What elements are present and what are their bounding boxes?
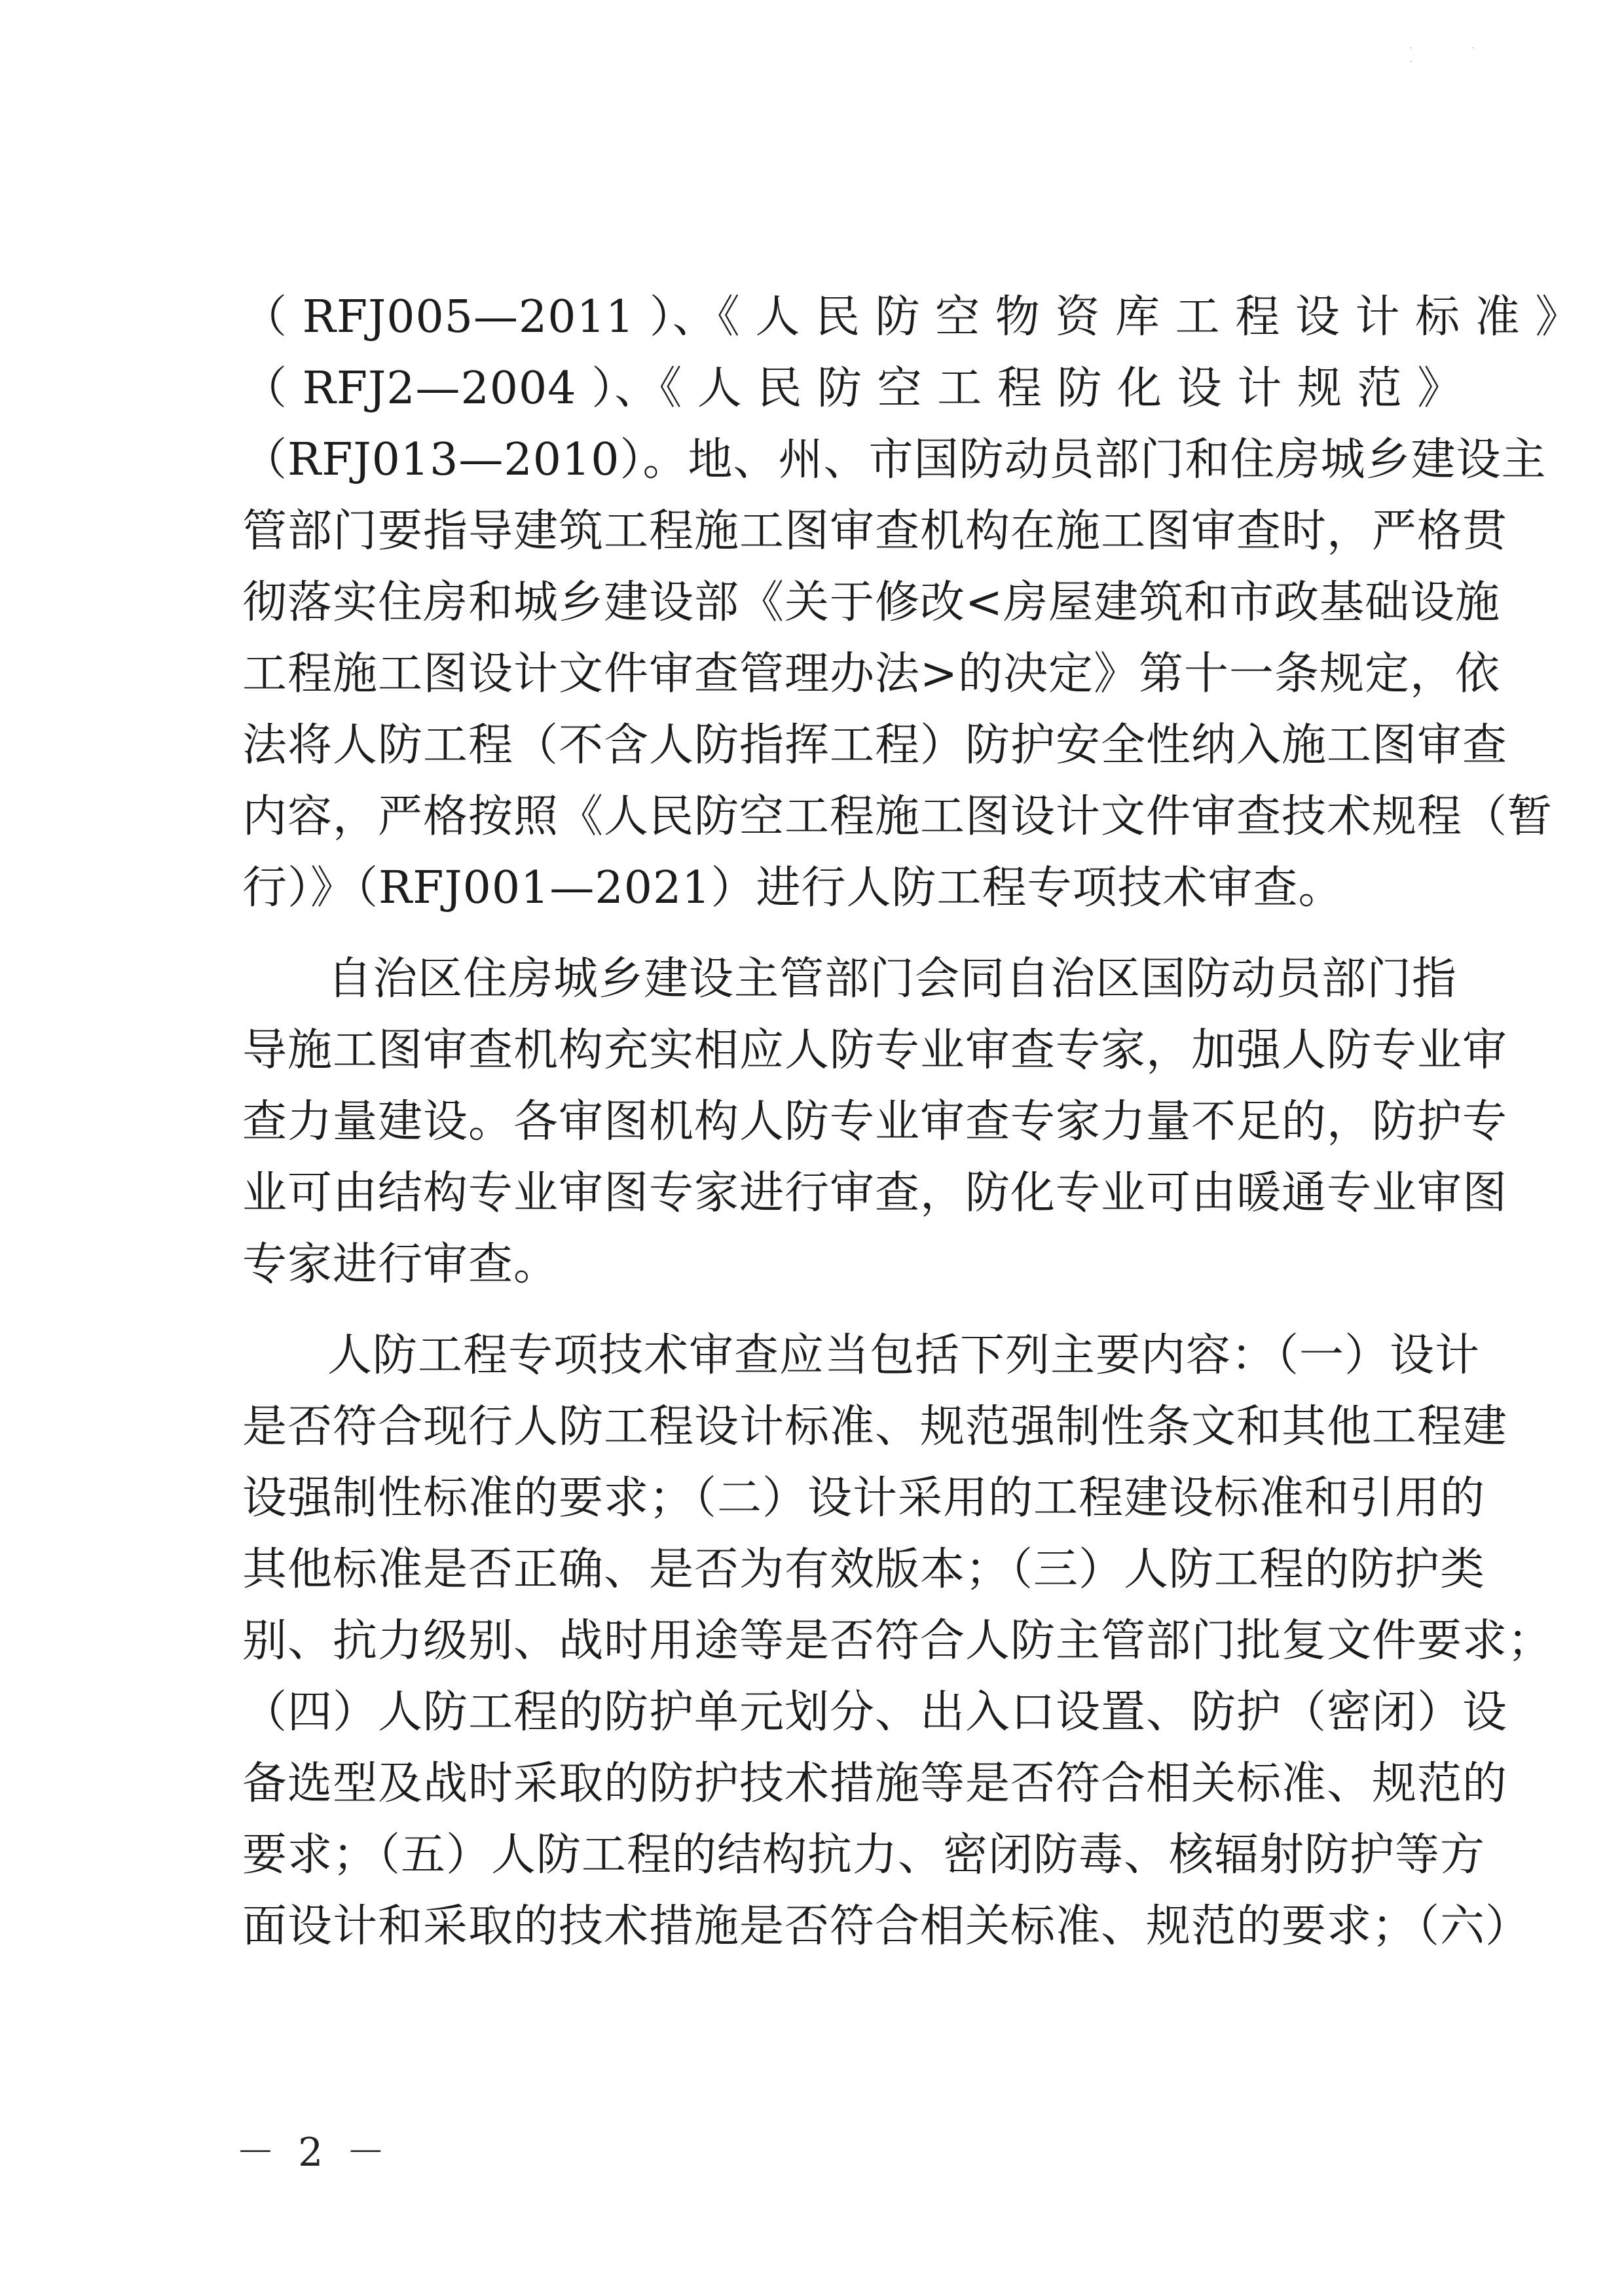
text-line: 要求；（五）人防工程的结构抗力、密闭防毒、核辐射防护等方 <box>242 1829 1486 1881</box>
text-line: （四）人防工程的防护单元划分、出入口设置、防护（密闭）设 <box>242 1686 1508 1738</box>
text-line: 专家进行审查。 <box>242 1239 559 1290</box>
text-line: 内容，严格按照《人民防空工程施工图设计文件审查技术规程（暂 <box>242 791 1553 843</box>
text-line: 备选型及战时采取的防护技术措施等是否符合相关标准、规范的 <box>242 1758 1508 1810</box>
text-line: 别、抗力级别、战时用途等是否符合人防主管部门批复文件要求； <box>242 1615 1553 1667</box>
text-line: 其他标准是否正确、是否为有效版本；（三）人防工程的防护类 <box>242 1544 1486 1595</box>
text-line: 法将人防工程（不含人防指挥工程）防护安全性纳入施工图审查 <box>242 720 1508 771</box>
text-line: 业可由结构专业审图专家进行审查，防化专业可由暖通专业审图 <box>242 1167 1508 1219</box>
text-line: （ RFJ005—2011 ）、《 人 民 防 空 物 资 库 工 程 设 计 标 准 》 <box>242 291 1581 343</box>
text-line: 自治区住房城乡建设主管部门会同自治区国防动员部门指 <box>327 953 1458 1005</box>
text-line: 查力量建设。各审图机构人防专业审查专家力量不足的，防护专 <box>242 1096 1508 1148</box>
text-line: （ RFJ2—2004 ）、《 人 民 防 空 工 程 防 化 设 计 规 范 》 <box>242 363 1463 414</box>
text-line: 行）》（RFJ001—2021）进行人防工程专项技术审查。 <box>242 862 1344 914</box>
text-line: 人防工程专项技术审查应当包括下列主要内容：（一）设计 <box>327 1330 1481 1381</box>
paragraph-gap <box>242 1300 1401 1320</box>
page-number: － 2 － <box>236 2130 391 2176</box>
text-line: 管部门要指导建筑工程施工图审查机构在施工图审查时，严格贯 <box>242 505 1508 557</box>
text-line: 工程施工图设计文件审查管理办法>的决定》第十一条规定，依 <box>242 648 1500 700</box>
text-line: 导施工图审查机构充实相应人防专业审查专家，加强人防专业审 <box>242 1025 1508 1076</box>
text-line: 是否符合现行人防工程设计标准、规范强制性条文和其他工程建 <box>242 1401 1508 1453</box>
body-text <box>242 282 1581 1962</box>
text-line: 彻落实住房和城乡建设部《关于修改<房屋建筑和市政基础设施 <box>242 577 1500 629</box>
text-line: 设强制性标准的要求；（二）设计采用的工程建设标准和引用的 <box>242 1472 1486 1524</box>
text-line: 面设计和采取的技术措施是否符合相关标准、规范的要求；（六） <box>242 1901 1531 1952</box>
text-line: （RFJ013—2010）。地、州、市国防动员部门和住房城乡建设主 <box>242 434 1547 486</box>
scan-marks: ˙ ˙ ˙ <box>1408 46 1502 73</box>
paragraph-gap <box>242 924 1401 943</box>
